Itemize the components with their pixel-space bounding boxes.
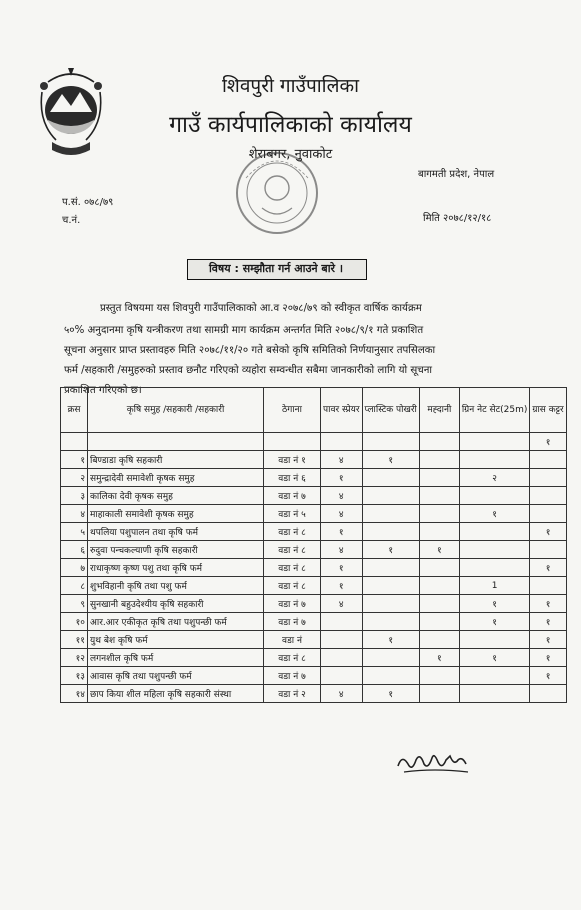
cell-address: वडा नं ८ (264, 577, 321, 595)
cell-grass-cutter (530, 469, 566, 487)
cell-power-sprayer: १ (321, 523, 363, 541)
cell-address: वडा नं (264, 631, 321, 649)
cell-serial: ६ (61, 541, 88, 559)
body-line: प्रस्तुत विषयमा यस शिवपुरी गाउँपालिकाको आ.व २०७८/७९ को स्वीकृत वार्षिक कार्यक्रम (100, 303, 422, 314)
cell-address: वडा नं ७ (264, 487, 321, 505)
table-row (61, 487, 567, 505)
cell-serial: ८ (61, 577, 88, 595)
cell-plastic-pond: १ (362, 541, 419, 559)
cell-green-net (459, 685, 530, 703)
cell-plastic-pond (362, 577, 419, 595)
cell-mahdani (419, 505, 459, 523)
cell-plastic-pond (362, 595, 419, 613)
cell-power-sprayer: ४ (321, 595, 363, 613)
cell-plastic-pond (362, 487, 419, 505)
cell-grass-cutter (530, 577, 566, 595)
table-row (61, 685, 567, 703)
table-row (61, 649, 567, 667)
cell-serial: १४ (61, 685, 88, 703)
cell-power-sprayer: ४ (321, 487, 363, 505)
table-row (61, 631, 567, 649)
cell-power-sprayer (321, 631, 363, 649)
cell-address: वडा नं ८ (264, 559, 321, 577)
office-location: शेराबगर, नुवाकोट (248, 147, 333, 162)
cell-address: वडा नं ८ (264, 541, 321, 559)
cell-serial: १२ (61, 649, 88, 667)
col-header-group: कृषि समुह /सहकारी /सहकारी (88, 388, 264, 433)
cell-mahdani (419, 559, 459, 577)
col-header-power-sprayer: पावर स्प्रेयर (321, 388, 363, 433)
cell-group: आवास कृषि तथा पशुपन्छी फर्म (88, 667, 264, 685)
cell-power-sprayer (321, 613, 363, 631)
cell-green-net (459, 523, 530, 541)
cell-grass-cutter: १ (530, 667, 566, 685)
cell-green-net (459, 487, 530, 505)
cell-grass-cutter: १ (530, 649, 566, 667)
cell-power-sprayer (321, 667, 363, 685)
cell-mahdani (419, 487, 459, 505)
col-header-green-net: ग्रिन नेट सेट(25m) (459, 388, 530, 433)
cell-mahdani (419, 523, 459, 541)
col-header-mahdani: मह्दानी (419, 388, 459, 433)
cell-group: रुदुवा पन्चकल्याणी कृषि सहकारी (88, 541, 264, 559)
body-line: फर्म /सहकारी /समुहरुको प्रस्ताव छनौट गरिएको व्यहोरा सम्वन्धीत सबैमा जानकारीको लागि यो सूचना (64, 365, 433, 376)
cell-grass-cutter: १ (530, 631, 566, 649)
cell-group: युथ बेश कृषि फर्म (88, 631, 264, 649)
table-row (61, 595, 567, 613)
cell-address: वडा नं ७ (264, 595, 321, 613)
cell-group: थपलिया पशुपालन तथा कृषि फर्म (88, 523, 264, 541)
cell-group: राधाकृष्ण कृष्ण पशु तथा कृषि फर्म (88, 559, 264, 577)
cell-green-net (459, 433, 530, 451)
cell-serial: १० (61, 613, 88, 631)
cell-address: वडा नं ८ (264, 523, 321, 541)
cell-plastic-pond (362, 649, 419, 667)
cell-grass-cutter: १ (530, 433, 566, 451)
cell-grass-cutter (530, 487, 566, 505)
cell-group: आर.आर एकीकृत कृषि तथा पशुपन्छी फर्म (88, 613, 264, 631)
cell-plastic-pond (362, 505, 419, 523)
cell-green-net (459, 667, 530, 685)
cell-plastic-pond (362, 523, 419, 541)
table-row (61, 613, 567, 631)
cell-serial: १३ (61, 667, 88, 685)
cell-group: माहाकाली समावेशी कृषक समुह (88, 505, 264, 523)
cell-mahdani (419, 469, 459, 487)
cell-plastic-pond (362, 559, 419, 577)
cell-mahdani: १ (419, 649, 459, 667)
office-stamp-icon (232, 148, 322, 238)
cell-power-sprayer (321, 649, 363, 667)
cell-serial (61, 433, 88, 451)
table-row (61, 469, 567, 487)
cell-green-net: १ (459, 613, 530, 631)
cell-plastic-pond (362, 433, 419, 451)
cell-group: कालिका देवी कृषक समुह (88, 487, 264, 505)
cell-plastic-pond (362, 469, 419, 487)
cell-green-net: २ (459, 469, 530, 487)
cell-address: वडा नं ७ (264, 613, 321, 631)
cell-group: शुभविहानी कृषि तथा पशु फर्म (88, 577, 264, 595)
cell-address: वडा नं २ (264, 685, 321, 703)
cell-grass-cutter: १ (530, 559, 566, 577)
cell-serial: ५ (61, 523, 88, 541)
province-label: बागमती प्रदेश, नेपाल (418, 169, 495, 180)
cell-group: सुनखानी बहुउदेश्यीय कृषि सहकारी (88, 595, 264, 613)
cell-mahdani (419, 577, 459, 595)
cell-grass-cutter: १ (530, 523, 566, 541)
cell-serial: ७ (61, 559, 88, 577)
cell-serial: ४ (61, 505, 88, 523)
cell-grass-cutter: १ (530, 595, 566, 613)
cell-power-sprayer: १ (321, 577, 363, 595)
cell-mahdani (419, 433, 459, 451)
table-row (61, 577, 567, 595)
col-header-grass-cutter: ग्रास कट्टर (530, 388, 566, 433)
cell-grass-cutter (530, 505, 566, 523)
cell-plastic-pond: १ (362, 451, 419, 469)
cell-group: छाप किया शील महिला कृषि सहकारी संस्था (88, 685, 264, 703)
cell-green-net: १ (459, 505, 530, 523)
cell-green-net: 1 (459, 577, 530, 595)
table-row (61, 451, 567, 469)
cell-address: वडा नं ६ (264, 469, 321, 487)
cell-plastic-pond: १ (362, 685, 419, 703)
notice-subject: विषय : सम्झौता गर्न आउने बारे । (208, 262, 344, 275)
cell-plastic-pond (362, 613, 419, 631)
cell-green-net: १ (459, 649, 530, 667)
table-header-row (61, 388, 567, 433)
cell-group: बिण्डाडा कृषि सहकारी (88, 451, 264, 469)
municipality-name: शिवपुरी गाउँपालिका (222, 75, 359, 97)
table-row (61, 523, 567, 541)
col-header-serial: क्रस (61, 388, 88, 433)
cell-address: वडा नं ५ (264, 505, 321, 523)
cell-green-net: १ (459, 595, 530, 613)
table-row (61, 433, 567, 451)
cell-mahdani (419, 451, 459, 469)
cell-serial: ९ (61, 595, 88, 613)
reference-number: प.सं. ०७८/७९ (62, 197, 114, 208)
cell-group: लगनशील कृषि फर्म (88, 649, 264, 667)
col-header-plastic-pond: प्लास्टिक पोखरी (362, 388, 419, 433)
cell-grass-cutter (530, 685, 566, 703)
cell-mahdani (419, 631, 459, 649)
cell-group: समुन्द्रादेवी समावेशी कृषक समुह (88, 469, 264, 487)
cell-green-net (459, 631, 530, 649)
cell-address: वडा नं ७ (264, 667, 321, 685)
cell-grass-cutter: १ (530, 613, 566, 631)
cell-address: वडा नं ८ (264, 649, 321, 667)
table-row (61, 541, 567, 559)
cell-serial: ११ (61, 631, 88, 649)
table-row (61, 559, 567, 577)
cell-mahdani (419, 613, 459, 631)
cell-mahdani (419, 685, 459, 703)
cell-power-sprayer: १ (321, 469, 363, 487)
dispatch-number: च.नं. (62, 215, 81, 226)
cell-green-net (459, 451, 530, 469)
cell-serial: ३ (61, 487, 88, 505)
selection-table (60, 387, 567, 703)
cell-power-sprayer: ४ (321, 685, 363, 703)
table-row (61, 667, 567, 685)
cell-power-sprayer: ४ (321, 451, 363, 469)
body-line: ५०% अनुदानमा कृषि यन्त्रीकरण तथा सामग्री माग कार्यक्रम अन्तर्गत मिति २०७८/९/१ गते प्रकाशित (64, 325, 424, 336)
cell-mahdani (419, 667, 459, 685)
cell-address: वडा नं १ (264, 451, 321, 469)
cell-address (264, 433, 321, 451)
notice-date: मिति २०७८/१२/१८ (423, 213, 492, 224)
cell-grass-cutter (530, 541, 566, 559)
col-header-address: ठेगाना (264, 388, 321, 433)
cell-plastic-pond: १ (362, 631, 419, 649)
cell-grass-cutter (530, 451, 566, 469)
cell-group (88, 433, 264, 451)
cell-power-sprayer: ४ (321, 541, 363, 559)
cell-serial: २ (61, 469, 88, 487)
body-line: प्रकाशित गरिएको छ। (64, 385, 142, 396)
signature-icon (394, 746, 472, 778)
cell-serial: १ (61, 451, 88, 469)
cell-power-sprayer: ४ (321, 505, 363, 523)
table-row (61, 505, 567, 523)
cell-mahdani (419, 595, 459, 613)
table-body (61, 433, 567, 703)
cell-plastic-pond (362, 667, 419, 685)
cell-green-net (459, 559, 530, 577)
body-line: सूचना अनुसार प्राप्त प्रस्तावहरु मिति २०७८/११/२० गते बसेको कृषि समितिको निर्णयानुसार तपसिलका (64, 345, 436, 356)
cell-power-sprayer (321, 433, 363, 451)
cell-power-sprayer: १ (321, 559, 363, 577)
cell-mahdani: १ (419, 541, 459, 559)
cell-green-net (459, 541, 530, 559)
office-name: गाउँ कार्यपालिकाको कार्यालय (169, 112, 412, 138)
